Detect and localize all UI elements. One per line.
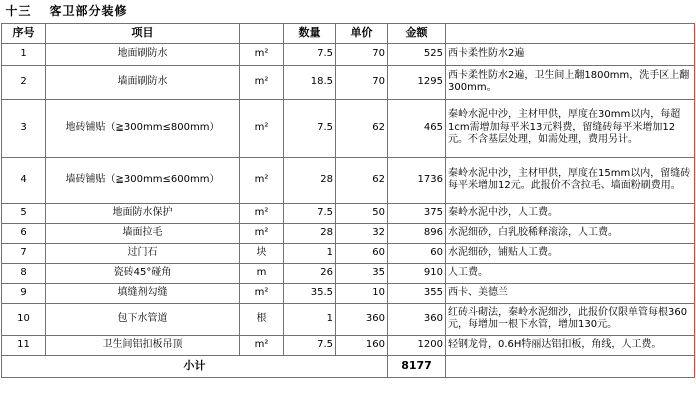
cell-note: 西卡柔性防水2遍 — [446, 43, 695, 65]
cell-price: 70 — [336, 43, 388, 65]
table-row — [2, 243, 695, 263]
table-row — [2, 283, 695, 303]
cell-amount: 896 — [388, 223, 446, 243]
cell-amount: 525 — [388, 43, 446, 65]
cell-seq: 5 — [2, 203, 46, 223]
header-qty: 数量 — [284, 23, 336, 43]
section-title-row — [2, 1, 695, 23]
cell-item: 卫生间铝扣板吊顶 — [46, 335, 240, 355]
cell-item: 包下水管道 — [46, 303, 240, 335]
cell-price: 60 — [336, 243, 388, 263]
cell-price: 360 — [336, 303, 388, 335]
header-item: 项目 — [46, 23, 240, 43]
cell-note: 西卡柔性防水2遍，卫生间上翻1800mm，洗手区上翻300mm。 — [446, 65, 695, 99]
cell-note: 水泥细砂，铺贴人工费。 — [446, 243, 695, 263]
cell-amount: 910 — [388, 263, 446, 283]
cell-price: 70 — [336, 65, 388, 99]
table-row — [2, 263, 695, 283]
cell-price: 10 — [336, 283, 388, 303]
cell-item: 地面刷防水 — [46, 43, 240, 65]
cell-seq: 9 — [2, 283, 46, 303]
cell-unit: m² — [240, 43, 284, 65]
cell-note: 秦岭水泥中沙，主材甲供，厚度在30mm以内，每超1cm需增加每平米13元料费，留缝砖每平米增加12元。不含基层处理，如需处理，费用另计。 — [446, 99, 695, 157]
cell-unit: m² — [240, 65, 284, 99]
cell-price: 32 — [336, 223, 388, 243]
cell-unit: m² — [240, 203, 284, 223]
cell-qty: 1 — [284, 243, 336, 263]
cell-price: 62 — [336, 99, 388, 157]
table-row — [2, 43, 695, 65]
cell-amount: 1200 — [388, 335, 446, 355]
cell-seq: 1 — [2, 43, 46, 65]
cell-price: 35 — [336, 263, 388, 283]
header-note — [446, 23, 695, 43]
cell-seq: 8 — [2, 263, 46, 283]
total-row — [2, 355, 695, 377]
cell-qty: 7.5 — [284, 99, 336, 157]
cell-item: 地面防水保护 — [46, 203, 240, 223]
cell-qty: 1 — [284, 303, 336, 335]
cell-unit: m — [240, 263, 284, 283]
cell-note: 人工费。 — [446, 263, 695, 283]
cell-unit: m² — [240, 283, 284, 303]
cell-qty: 26 — [284, 263, 336, 283]
cell-amount: 355 — [388, 283, 446, 303]
cell-amount: 375 — [388, 203, 446, 223]
cell-unit: 块 — [240, 243, 284, 263]
cell-seq: 3 — [2, 99, 46, 157]
header-seq: 序号 — [2, 23, 46, 43]
cell-seq: 6 — [2, 223, 46, 243]
cell-seq: 4 — [2, 157, 46, 203]
cell-item: 过门石 — [46, 243, 240, 263]
cell-amount: 1736 — [388, 157, 446, 203]
cell-price: 50 — [336, 203, 388, 223]
cell-note: 秦岭水泥中沙，主材甲供，厚度在15mm以内，留缝砖每平米增加12元。此报价不含拉毛、墙面粉刷费用。 — [446, 157, 695, 203]
cell-amount: 465 — [388, 99, 446, 157]
table-row — [2, 303, 695, 335]
cell-qty: 35.5 — [284, 283, 336, 303]
cell-item: 瓷砖45°碰角 — [46, 263, 240, 283]
header-amount: 金额 — [388, 23, 446, 43]
cell-unit: m² — [240, 335, 284, 355]
total-note — [446, 355, 695, 377]
budget-table — [1, 1, 695, 378]
budget-sheet — [0, 1, 696, 405]
total-label: 小计 — [2, 355, 388, 377]
cell-seq: 10 — [2, 303, 46, 335]
cell-amount: 1295 — [388, 65, 446, 99]
cell-unit: m² — [240, 223, 284, 243]
table-row — [2, 203, 695, 223]
table-row — [2, 157, 695, 203]
cell-seq: 2 — [2, 65, 46, 99]
table-row — [2, 223, 695, 243]
cell-price: 62 — [336, 157, 388, 203]
section-title: 客卫部分装修 — [46, 1, 695, 23]
cell-qty: 7.5 — [284, 203, 336, 223]
cell-qty: 7.5 — [284, 43, 336, 65]
cell-unit: 根 — [240, 303, 284, 335]
cell-item: 地砖铺贴（≧300mm≤800mm） — [46, 99, 240, 157]
header-unit — [240, 23, 284, 43]
cell-amount: 60 — [388, 243, 446, 263]
cell-qty: 18.5 — [284, 65, 336, 99]
cell-item: 墙面拉毛 — [46, 223, 240, 243]
header-price: 单价 — [336, 23, 388, 43]
cell-note: 水泥细砂，白乳胶稀释滚涂，人工费。 — [446, 223, 695, 243]
table-row — [2, 335, 695, 355]
cell-amount: 360 — [388, 303, 446, 335]
table-row — [2, 99, 695, 157]
section-number: 十三 — [2, 1, 46, 23]
cell-item: 填缝剂勾缝 — [46, 283, 240, 303]
cell-unit: m² — [240, 99, 284, 157]
cell-unit: m² — [240, 157, 284, 203]
total-value: 8177 — [388, 355, 446, 377]
cell-item: 墙面刷防水 — [46, 65, 240, 99]
cell-note: 轻钢龙骨，0.6H特丽达铝扣板，角线，人工费。 — [446, 335, 695, 355]
cell-note: 红砖斗砌法，秦岭水泥细沙，此报价仅限单管每根360元，每增加一根下水管，增加130元。 — [446, 303, 695, 335]
cell-qty: 7.5 — [284, 335, 336, 355]
cell-qty: 28 — [284, 223, 336, 243]
cell-seq: 7 — [2, 243, 46, 263]
cell-qty: 28 — [284, 157, 336, 203]
table-row — [2, 65, 695, 99]
cell-price: 160 — [336, 335, 388, 355]
cell-note: 秦岭水泥中沙，人工费。 — [446, 203, 695, 223]
cell-seq: 11 — [2, 335, 46, 355]
table-header-row — [2, 23, 695, 43]
cell-item: 墙砖铺贴（≧300mm≤600mm） — [46, 157, 240, 203]
cell-note: 西卡、美德兰 — [446, 283, 695, 303]
